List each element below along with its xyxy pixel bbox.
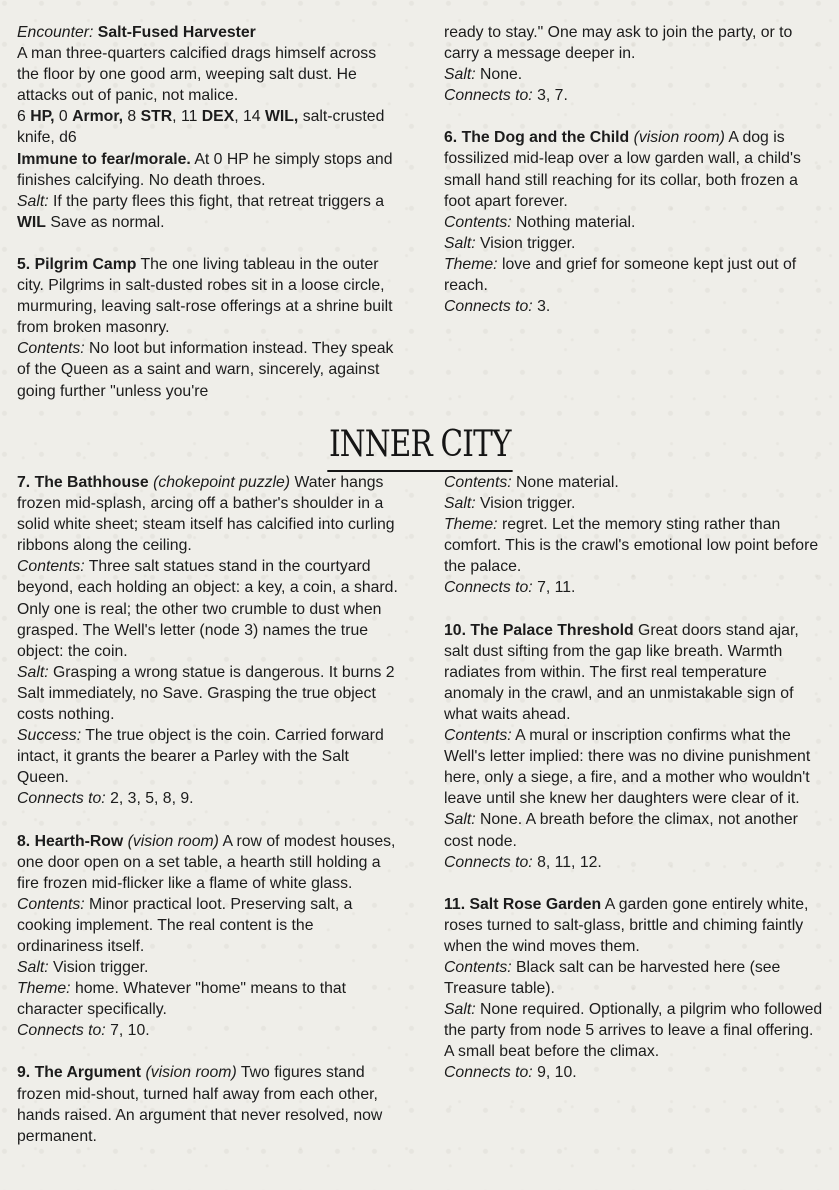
node5-connects: Connects to: 3, 7. [444,87,568,105]
node5-salt: Salt: None. [444,66,523,84]
section-heading-text: INNER CITY [327,420,512,472]
encounter-heading: Encounter: Salt-Fused Harvester [17,24,256,41]
node8-theme: Theme: home. Whatever "home" means to that character specifically. [17,980,347,1019]
node7-contents: Contents: Three salt statues stand in the courtyard beyond, each holding an object: a key, a coin, a shard. Only one is real; the other two crumble to dust when grasped. The Well's letter (node 3) names the true object: the coin. [17,558,398,660]
column-left-top [17,22,399,402]
node5-contents: Contents: No loot but information instead. They speak of the Queen as a saint and warn, sincerely, against going further "unless you're [17,340,394,400]
node10-salt: Salt: None. A breath before the climax, not another cost node. [444,811,798,850]
column-right-top [444,22,826,317]
node6-title: 6. The Dog and the Child [444,129,630,147]
section-heading [0,420,839,472]
node11-title: 11. Salt Rose Garden [444,895,602,913]
node8-salt: Salt: Vision trigger. [17,959,149,977]
node11-contents: Contents: Black salt can be harvested here (see Treasure table). [444,958,781,998]
encounter-desc: A man three-quarters calcified drags himself across the floor by one good arm, weeping salt dust. He attacks out of panic, not malice. [17,45,377,105]
node8-contents: Contents: Minor practical loot. Preserving salt, a cooking implement. The real content is the ordinariness itself. [17,895,353,955]
node6-contents: Contents: Nothing material. [444,213,636,231]
encounter-immune: Immune to fear/morale. At 0 HP he simply stops and finishes calcifying. No death throes. [17,150,393,189]
node9-entry: 9. The Argument (vision room) Two figures stand frozen mid-shout, turned half away from each other, hands raised. An argument that never resolved, now permanent. [17,1064,383,1145]
column-left-bottom [17,472,399,1147]
node6-connects: Connects to: 3. [444,298,551,316]
node6-entry: 6. The Dog and the Child (vision room) A dog is fossilized mid-leap over a low garden wall, a child's small hand still reaching for its collar, both frozen a foot apart forever. [444,129,801,210]
node11-entry: 11. Salt Rose Garden A garden gone entirely white, roses turned to salt-glass, brittle and chiming faintly when the wind moves them. [444,895,809,955]
node7-connects: Connects to: 2, 3, 5, 8, 9. [17,790,194,808]
node5-entry: 5. Pilgrim Camp The one living tableau in the outer city. Pilgrims in salt-dusted robes sit in a loose circle, murmuring, leaving salt-rose offerings at a shrine built from broken masonry. [17,255,393,337]
node10-contents: Contents: A mural or inscription confirms what the Well's letter implied: there was no divine punishment here, only a siege, a fire, and a mother who wouldn't leave until she knew her daughters were clear of it. [444,727,811,808]
node9-theme: Theme: regret. Let the memory sting rather than comfort. This is the crawl's emotional low point before the palace. [444,516,819,576]
node6-salt: Salt: Vision trigger. [444,234,576,252]
node9-title: 9. The Argument [17,1064,142,1082]
node7-salt: Salt: Grasping a wrong statue is dangerous. It burns 2 Salt immediately, no Save. Grasping the true object costs nothing. [17,663,395,724]
node11-connects: Connects to: 9, 10. [444,1064,577,1082]
node7-entry: 7. The Bathhouse (chokepoint puzzle) Water hangs frozen mid-splash, arcing off a bather's shoulder in a solid white sheet; steam itself has calcified into curling ribbons along the ceiling. [17,474,395,555]
encounter-salt: Salt: If the party flees this fight, that retreat triggers a WIL Save as normal. [17,192,385,231]
node8-entry: 8. Hearth-Row (vision room) A row of modest houses, one door open on a set table, a hearth still holding a fire frozen mid-flicker like a flame of white glass. [17,832,396,892]
node10-entry: 10. The Palace Threshold Great doors stand ajar, salt dust sifting from the gap like breath. Warmth radiates from within. The first real temperature anomaly in the crawl, and an unmistakable sign of what waits ahead. [444,621,799,723]
node9-salt: Salt: Vision trigger. [444,495,576,513]
node10-title: 10. The Palace Threshold [444,621,634,639]
node8-title: 8. Hearth-Row [17,832,124,850]
node10-connects: Connects to: 8, 11, 12. [444,853,602,871]
node7-success: Success: The true object is the coin. Carried forward intact, it grants the bearer a Parley with the Salt Queen. [17,727,384,787]
node6-theme: Theme: love and grief for someone kept just out of reach. [444,255,797,295]
node9-connects: Connects to: 7, 11. [444,579,576,597]
node9-contents: Contents: None material. [444,474,619,491]
node8-connects: Connects to: 7, 10. [17,1022,150,1040]
column-right-bottom [444,472,826,1084]
node5-contents-cont: ready to stay." One may ask to join the party, or to carry a message deeper in. [444,24,793,63]
node5-title: 5. Pilgrim Camp [17,255,137,273]
encounter-name: Salt-Fused Harvester [97,24,256,41]
encounter-stats: 6 HP, 0 Armor, 8 STR, 11 DEX, 14 WIL, salt-crusted knife, d6 [17,108,385,147]
node11-salt: Salt: None required. Optionally, a pilgrim who followed the party from node 5 arrives to leave a final offering. A small beat before the climax. [444,1001,823,1061]
node7-title: 7. The Bathhouse [17,474,149,491]
